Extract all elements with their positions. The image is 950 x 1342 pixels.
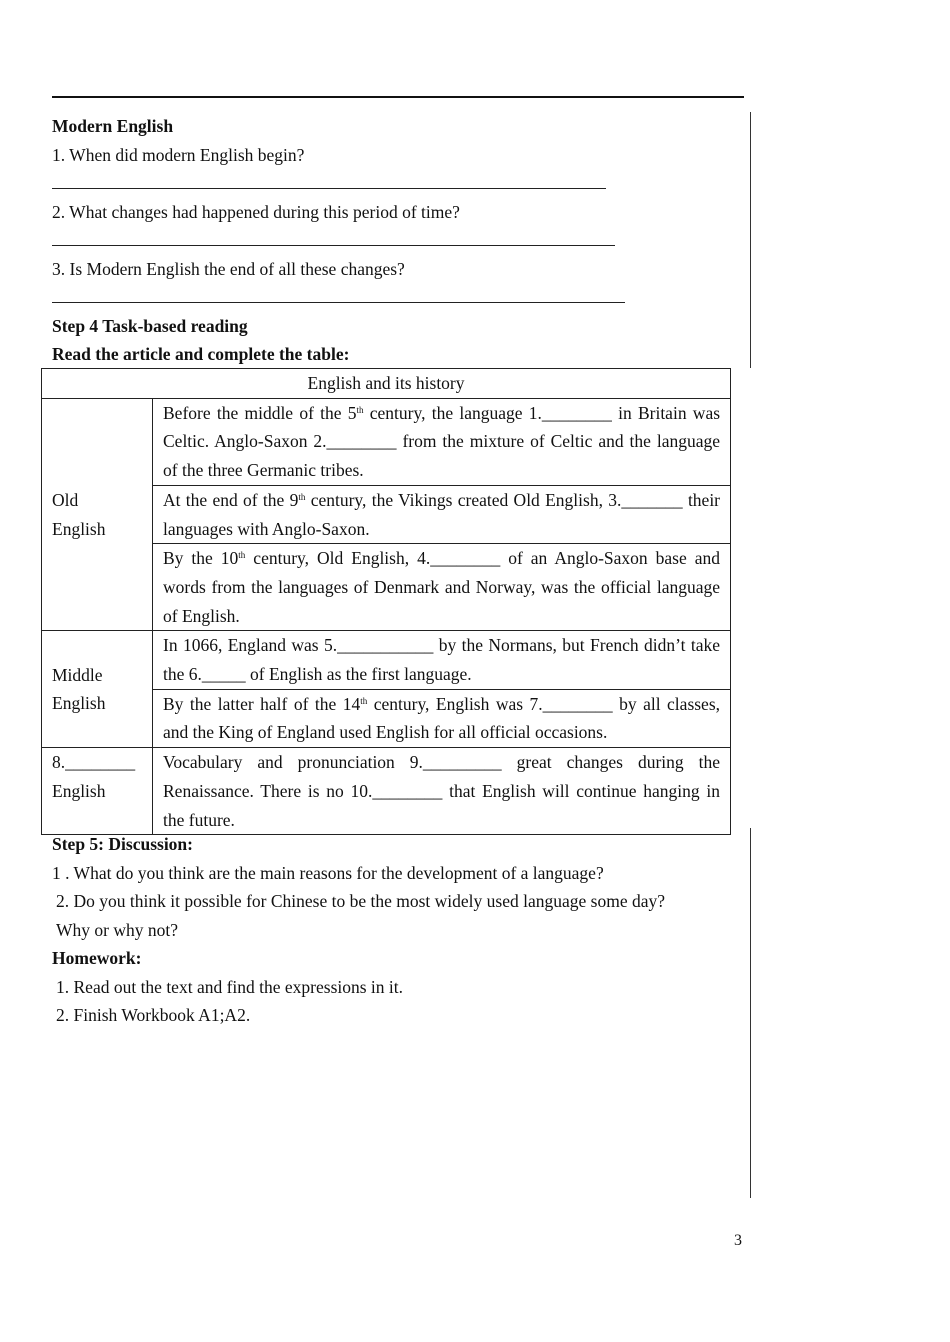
step5-heading: Step 5: Discussion:	[52, 834, 193, 854]
homework-item-2: 2. Finish Workbook A1;A2.	[56, 1005, 251, 1025]
table-cell: By the 10th century, Old English, 4.________ of an Anglo-Saxon base and words from the languages of Denmark and Norway, was the official language of English.	[153, 544, 731, 631]
question-2: 2. What changes had happened during this period of time?	[52, 201, 460, 222]
discussion-q2-cont: Why or why not?	[56, 919, 178, 940]
question-1: 1. When did modern English begin?	[52, 144, 305, 165]
modern-english-section	[52, 112, 752, 369]
table-title: English and its history	[42, 369, 731, 399]
discussion-q1: 1 . What do you think are the main reasons for the development of a language?	[52, 862, 604, 883]
step4-instruction: Read the article and complete the table:	[52, 344, 350, 364]
top-rule	[52, 96, 744, 98]
history-table	[41, 368, 731, 835]
discussion-section	[52, 830, 752, 1030]
answer-line[interactable]	[52, 169, 752, 198]
period-blank-8: 8.________ English	[42, 748, 153, 835]
answer-line[interactable]	[52, 226, 752, 255]
table-cell: By the latter half of the 14th century, English was 7.________ by all classes, and the King of England used English for all official occasions.	[153, 689, 731, 747]
period-old-english: Old English	[42, 398, 153, 631]
question-3: 3. Is Modern English the end of all these changes?	[52, 258, 405, 279]
homework-heading: Homework:	[52, 948, 142, 968]
table-cell: At the end of the 9th century, the Vikings created Old English, 3._______ their languages with Anglo-Saxon.	[153, 485, 731, 543]
discussion-q2: 2. Do you think it possible for Chinese to be the most widely used language some day?	[56, 891, 665, 911]
page-number: 3	[734, 1232, 742, 1249]
answer-line[interactable]	[52, 283, 752, 312]
section-heading: Modern English	[52, 116, 174, 136]
step4-heading: Step 4 Task-based reading	[52, 315, 248, 336]
table-cell: In 1066, England was 5.___________ by the Normans, but French didn’t take the 6._____ of English as the first language.	[153, 631, 731, 689]
homework-item-1: 1. Read out the text and find the expressions in it.	[56, 976, 404, 997]
table-cell: Before the middle of the 5th century, the language 1.________ in Britain was Celtic. Anglo-Saxon 2.________ from the mixture of Celtic and the language of the three Germanic tribes.	[153, 398, 731, 485]
period-middle-english: Middle English	[42, 631, 153, 748]
table-cell: Vocabulary and pronunciation 9._________ great changes during the Renaissance. There is no 10.________ that English will continue hanging in the future.	[153, 748, 731, 835]
